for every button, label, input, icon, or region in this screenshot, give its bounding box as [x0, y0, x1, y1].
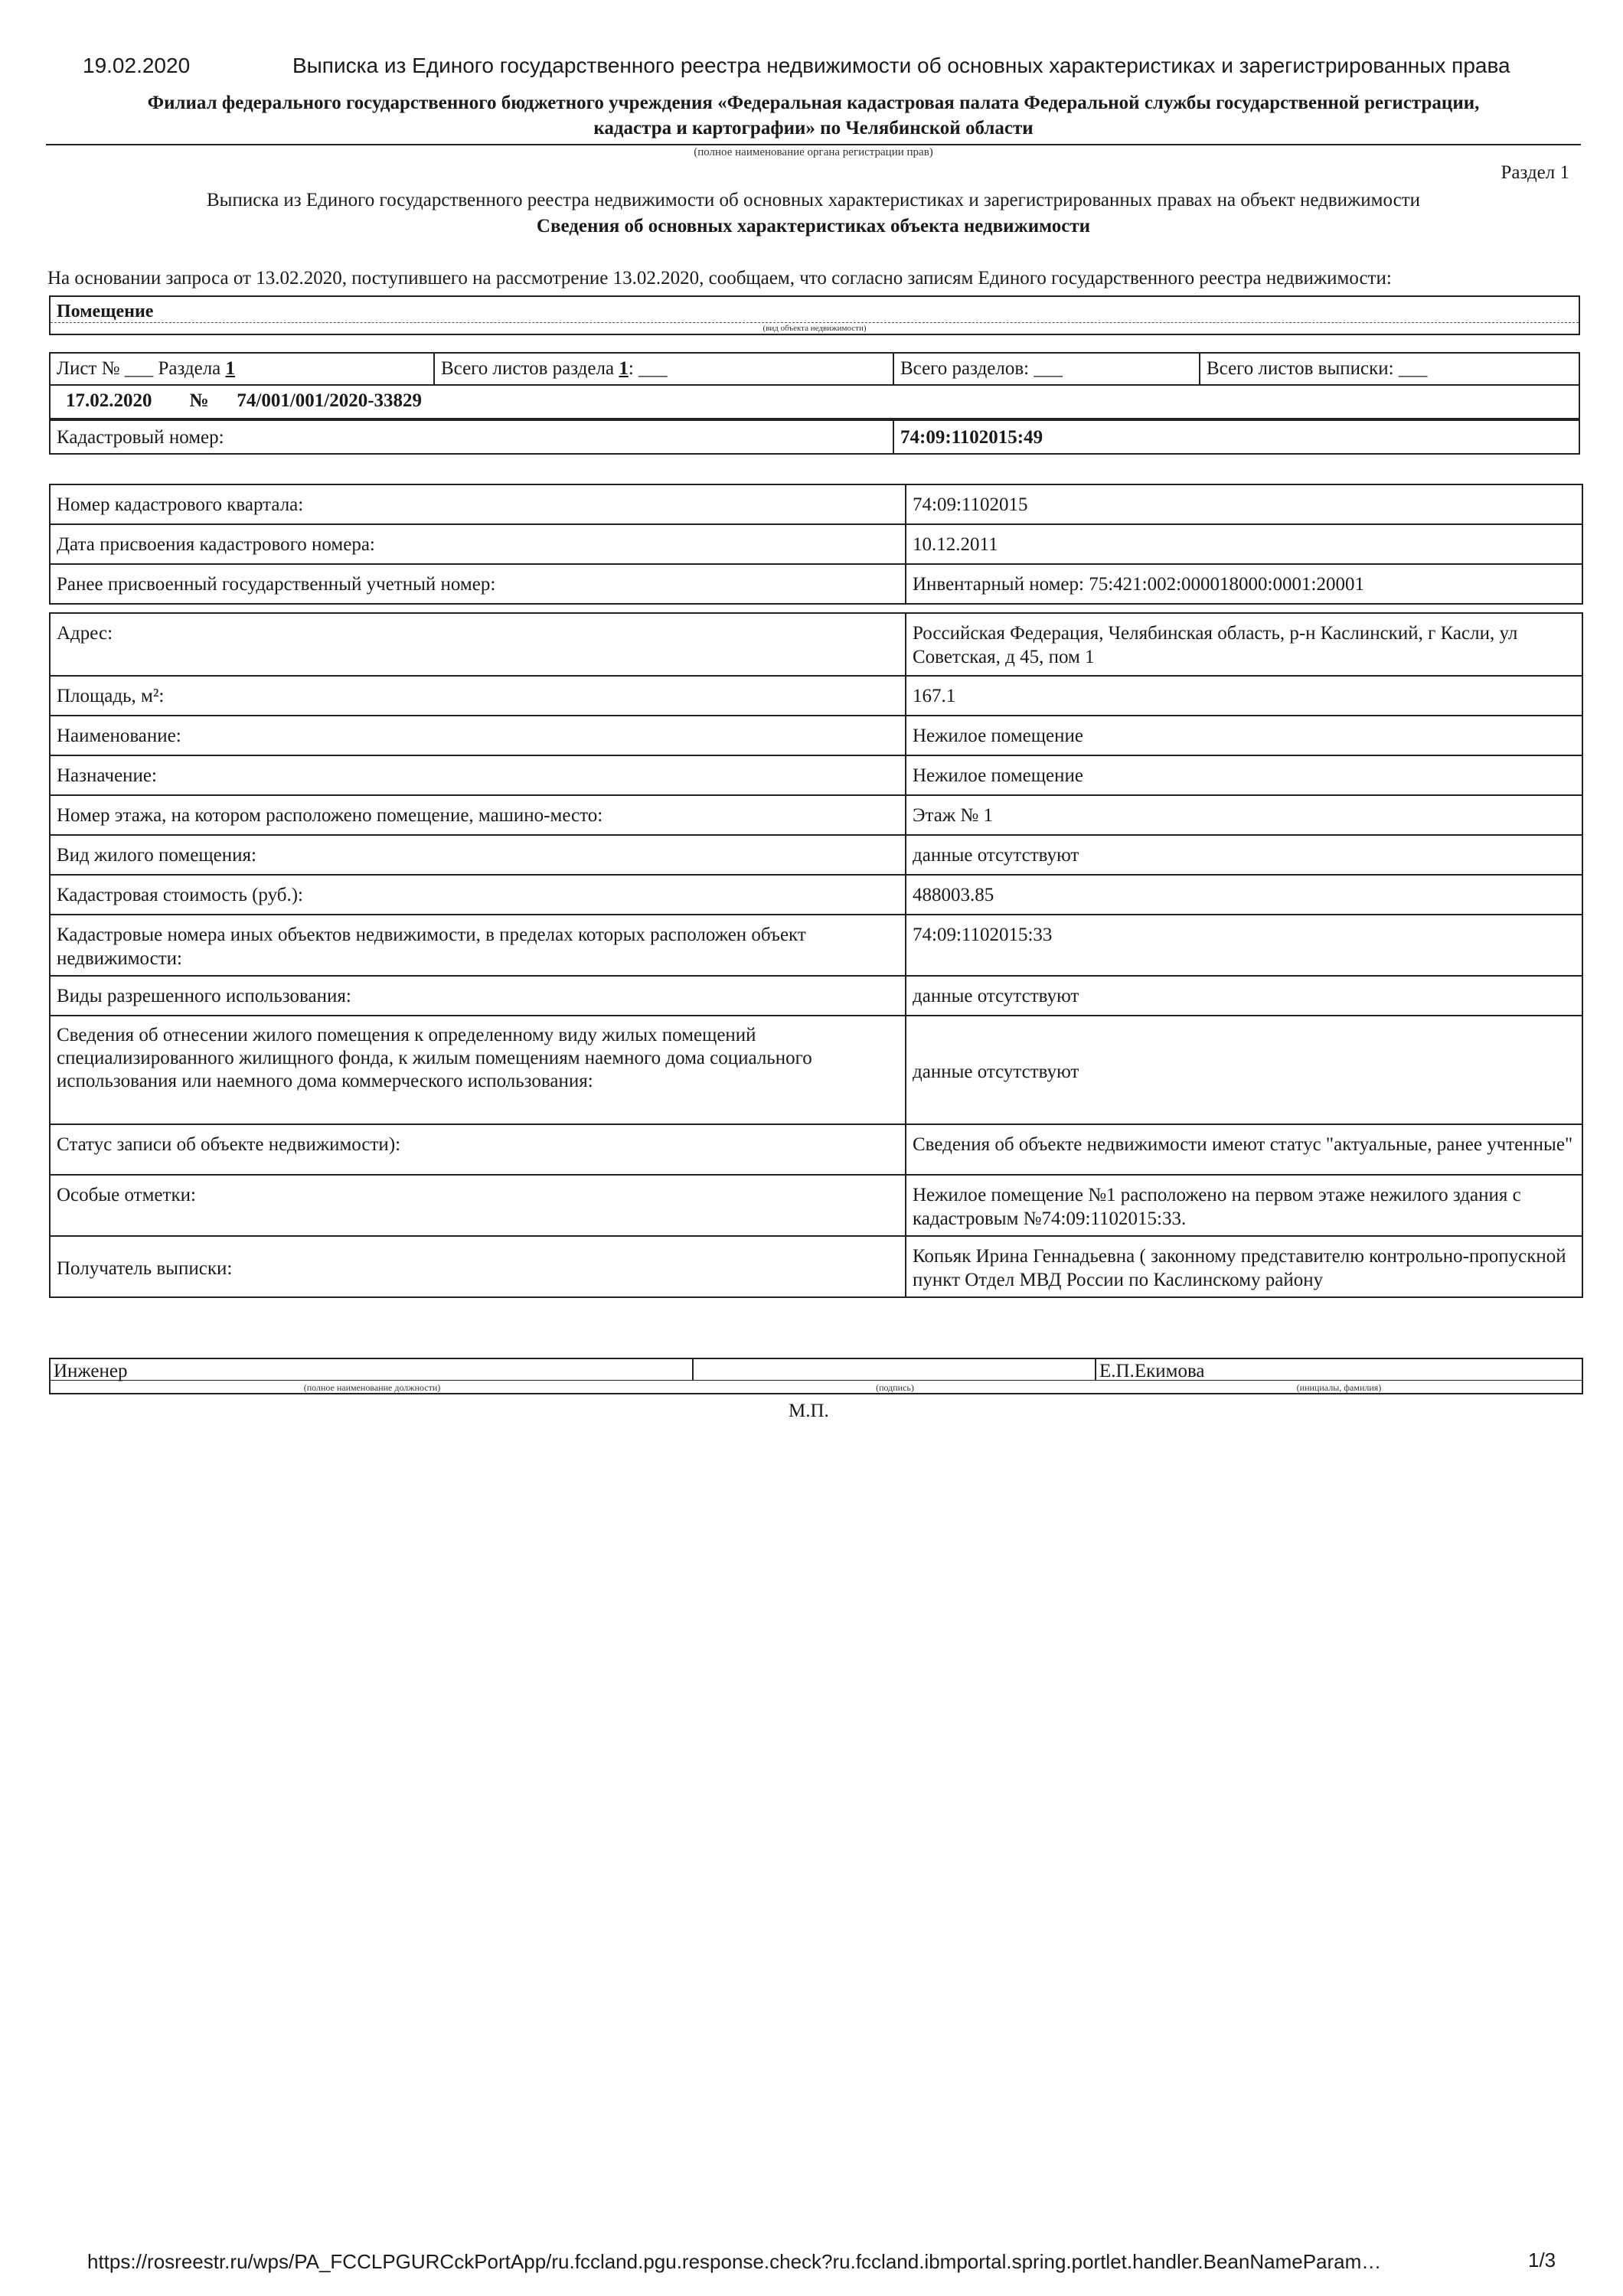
object-type: Помещение: [57, 302, 154, 321]
row-value: 74:09:1102015:33: [906, 915, 1582, 976]
record-row: [49, 384, 1580, 419]
table-row: [50, 1124, 1582, 1175]
stamp-place: М.П.: [789, 1401, 829, 1421]
row-label: Виды разрешенного использования:: [50, 976, 906, 1016]
row-label: Наименование:: [50, 716, 906, 755]
table-row: [50, 795, 1582, 835]
row-value: Сведения об объекте недвижимости имеют статус "актуальные, ранее учтенные": [906, 1124, 1582, 1175]
total-extract-sheets: Всего листов выписки: ___: [1207, 358, 1428, 379]
signature-block: [49, 1358, 1583, 1394]
table-row: [50, 564, 1582, 604]
print-url: https://rosreestr.ru/wps/PA_FCCLPGURCckPortApp/ru.fccland.pgu.response.check?ru.fccland.ibmportal.spring.portlet.handler.BeanNameParam…: [87, 2250, 1382, 2273]
row-value: данные отсутствуют: [906, 1016, 1582, 1124]
issuing-authority-line2: кадастра и картографии» по Челябинской области: [593, 118, 1034, 139]
table-row: [50, 716, 1582, 755]
characteristics-table: [49, 484, 1583, 1298]
row-value: 167.1: [906, 676, 1582, 716]
cadastral-number-label: Кадастровый номер:: [57, 427, 224, 448]
issuing-authority: [46, 90, 1581, 141]
signer-position: Инженер: [51, 1359, 694, 1381]
extract-subtitle: Сведения об основных характеристиках объекта недвижимости: [536, 216, 1091, 236]
record-number-sign: №: [189, 390, 209, 411]
row-value: Нежилое помещение: [906, 716, 1582, 755]
row-label: Площадь, м²:: [50, 676, 906, 716]
sheet-section: 1: [225, 358, 236, 379]
table-row: [50, 613, 1582, 676]
record-number-value: 74/001/001/2020-33829: [237, 390, 423, 411]
record-date: 17.02.2020: [66, 390, 152, 411]
object-type-caption: (вид объекта недвижимости): [51, 322, 1579, 334]
sheet-number-label: Лист № ___ Раздела: [57, 358, 221, 379]
row-value: Этаж № 1: [906, 795, 1582, 835]
position-caption: (полное наименование должности): [303, 1382, 441, 1393]
row-value: данные отсутствуют: [906, 835, 1582, 875]
table-row: [50, 1016, 1582, 1124]
characteristics-rows: [50, 484, 1582, 1297]
row-value: Нежилое помещение №1 расположено на первом этаже нежилого здания с кадастровым №74:09:1102015:33.: [906, 1175, 1582, 1236]
total-sheets-label: Всего листов раздела: [441, 358, 615, 379]
cadastral-number-row: [49, 419, 1580, 455]
name-caption: (инициалы, фамилия): [1296, 1382, 1382, 1393]
row-label: Номер кадастрового квартала:: [50, 484, 906, 524]
print-title: Выписка из Единого государственного реестра недвижимости об основных характеристиках и зарегистрированных права: [292, 54, 1510, 77]
record-number: [60, 386, 428, 416]
signature-field: [694, 1359, 1096, 1381]
row-value: 74:09:1102015: [906, 484, 1582, 524]
authority-underline: [46, 144, 1581, 145]
table-row: [50, 976, 1582, 1016]
row-value: 488003.85: [906, 875, 1582, 915]
print-date: 19.02.2020: [83, 54, 191, 77]
print-page-number: 1/3: [1528, 2249, 1556, 2272]
row-label: Адрес:: [50, 613, 906, 676]
extract-title: Выписка из Единого государственного реестра недвижимости об основных характеристиках и зарегистрированных правах на объект недвижимости: [206, 190, 1420, 210]
row-value: данные отсутствуют: [906, 976, 1582, 1016]
row-label: Сведения об отнесении жилого помещения к определенному виду жилых помещений специализированного жилищного фонда, к жилым помещениям наемного дома социального использования или наемного дома коммерческого использования:: [50, 1016, 906, 1124]
cadastral-number-value: 74:09:1102015:49: [900, 427, 1043, 448]
table-row: [50, 835, 1582, 875]
object-type-box: [49, 295, 1580, 335]
signature-caption: (подпись): [876, 1382, 914, 1393]
row-label: Статус записи об объекте недвижимости):: [50, 1124, 906, 1175]
total-sheets-suffix: : ___: [628, 358, 668, 379]
table-row: [50, 676, 1582, 716]
section-label: Раздел 1: [1501, 162, 1569, 183]
basis-statement: На основании запроса от 13.02.2020, поступившего на рассмотрение 13.02.2020, сообщаем, что согласно записям Единого государственного реестра недвижимости:: [47, 268, 1392, 289]
row-label: Особые отметки:: [50, 1175, 906, 1236]
row-label: Кадастровые номера иных объектов недвижимости, в пределах которых расположен объект недвижимости:: [50, 915, 906, 976]
row-label: Ранее присвоенный государственный учетный номер:: [50, 564, 906, 604]
total-sections: Всего разделов: ___: [900, 358, 1063, 379]
table-row: [50, 755, 1582, 795]
table-row: [50, 524, 1582, 564]
signer-name: Е.П.Екимова: [1096, 1359, 1582, 1381]
issuing-authority-line1: Филиал федерального государственного бюджетного учреждения «Федеральная кадастровая палата Федеральной службы государственной регистрации,: [147, 93, 1480, 113]
row-label: Кадастровая стоимость (руб.):: [50, 875, 906, 915]
table-row: [50, 1175, 1582, 1236]
row-spacer-cell: [50, 604, 1582, 613]
table-row: [50, 1236, 1582, 1297]
row-label: Номер этажа, на котором расположено помещение, машино-место:: [50, 795, 906, 835]
row-label: Вид жилого помещения:: [50, 835, 906, 875]
sheet-info-row: [49, 352, 1580, 386]
sheet-number: [51, 354, 433, 384]
row-label: Дата присвоения кадастрового номера:: [50, 524, 906, 564]
row-label: Получатель выписки:: [50, 1236, 906, 1297]
authority-caption: (полное наименование органа регистрации прав): [694, 146, 933, 158]
row-spacer: [50, 604, 1582, 613]
row-value: Копьяк Ирина Геннадьевна ( законному представителю контрольно-пропускной пункт Отдел МВД России по Каслинскому району: [906, 1236, 1582, 1297]
total-sheets-section: [435, 354, 940, 384]
row-value: Нежилое помещение: [906, 755, 1582, 795]
row-value: 10.12.2011: [906, 524, 1582, 564]
total-sheets-value: 1: [619, 358, 629, 379]
table-row: [50, 484, 1582, 524]
row-value: Инвентарный номер: 75:421:002:000018000:0001:20001: [906, 564, 1582, 604]
table-row: [50, 875, 1582, 915]
row-value: Российская Федерация, Челябинская область, р-н Каслинский, г Касли, ул Советская, д 45, пом 1: [906, 613, 1582, 676]
row-label: Назначение:: [50, 755, 906, 795]
table-row: [50, 915, 1582, 976]
